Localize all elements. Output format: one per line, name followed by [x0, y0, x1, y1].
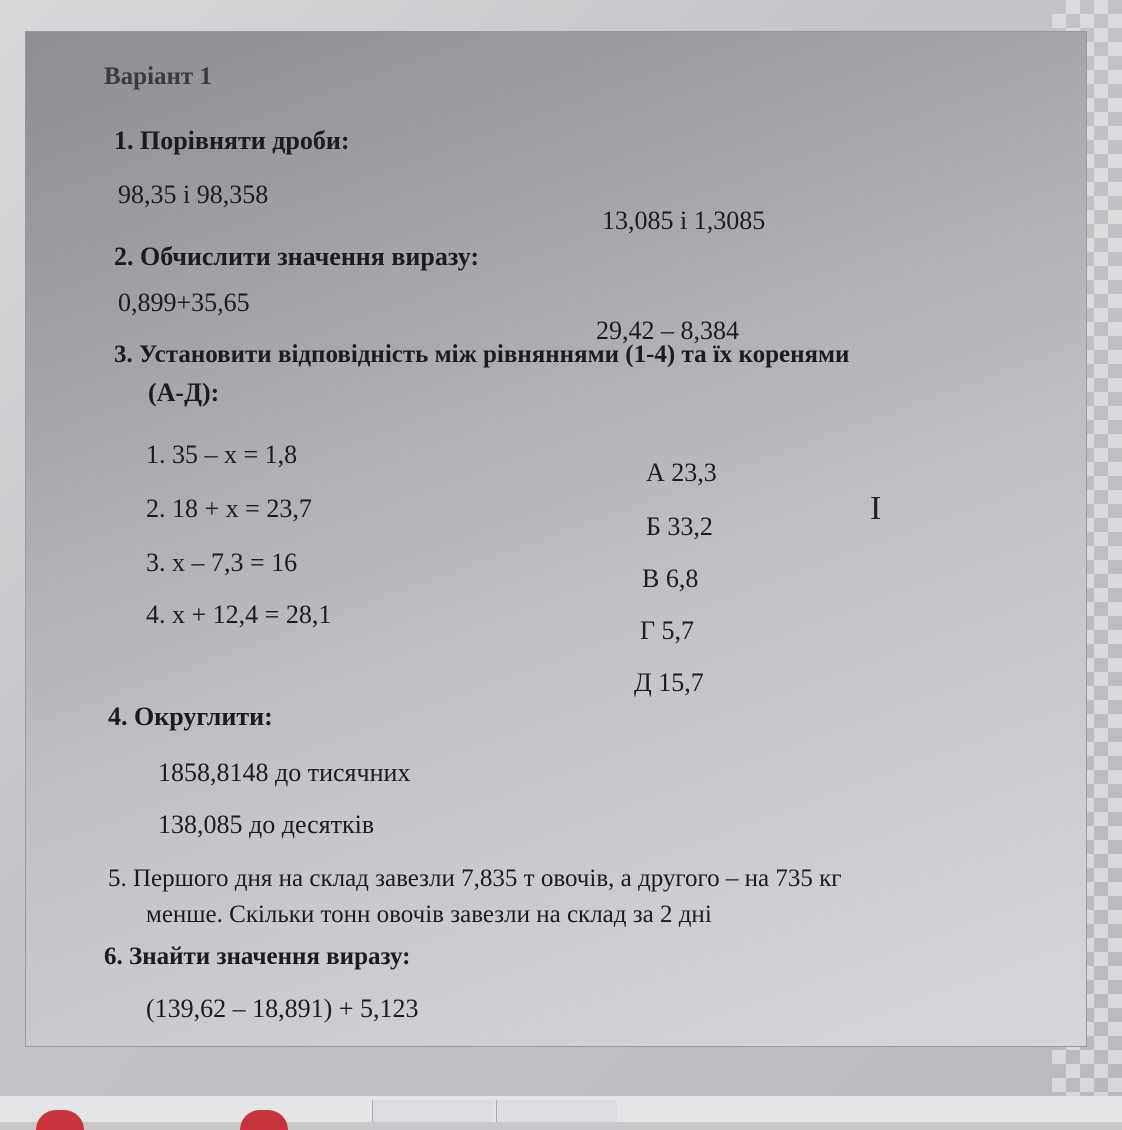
- variant-title: Варіант 1: [104, 63, 212, 90]
- task2-left: 0,899+35,65: [118, 288, 250, 317]
- task1-left: 98,35 і 98,358: [118, 180, 269, 209]
- root-d: Д 15,7: [634, 668, 704, 697]
- task5-line2: менше. Скільки тонн овочів завезли на склад за 2 дні: [146, 901, 712, 928]
- task3-heading-line2: (А-Д):: [148, 378, 220, 407]
- task4-item-1: 1858,8148 до тисячних: [158, 758, 411, 787]
- root-b: Б 33,2: [646, 512, 713, 541]
- task3-heading-line1: 3. Установити відповідність між рівняннями (1-4) та їх коренями: [114, 341, 850, 368]
- task2-right: 29,42 – 8,384: [596, 316, 739, 345]
- taskbar-tab[interactable]: [496, 1100, 617, 1122]
- task4-item-2: 138,085 до десятків: [158, 810, 375, 839]
- task5-line1: 5. Першого дня на склад завезли 7,835 т овочів, а другого – на 735 кг: [108, 865, 842, 892]
- equation-2: 2. 18 + x = 23,7: [146, 494, 312, 523]
- root-a: А 23,3: [646, 458, 717, 487]
- task2-heading: 2. Обчислити значення виразу:: [114, 242, 480, 271]
- task6-heading: 6. Знайти значення виразу:: [104, 943, 411, 970]
- task4-heading: 4. Округлити:: [108, 702, 273, 731]
- root-g: Г 5,7: [640, 616, 695, 645]
- equation-3: 3. x – 7,3 = 16: [146, 548, 298, 577]
- task1-heading: 1. Порівняти дроби:: [114, 126, 350, 155]
- task1-right: 13,085 і 1,3085: [602, 206, 766, 235]
- taskbar-tab[interactable]: [372, 1100, 493, 1122]
- equation-1: 1. 35 – x = 1,8: [146, 440, 298, 469]
- equation-4: 4. x + 12,4 = 28,1: [146, 600, 332, 629]
- task6-expression: (139,62 – 18,891) + 5,123: [146, 994, 419, 1023]
- root-v: В 6,8: [642, 564, 699, 593]
- text-cursor-icon: I: [870, 490, 882, 527]
